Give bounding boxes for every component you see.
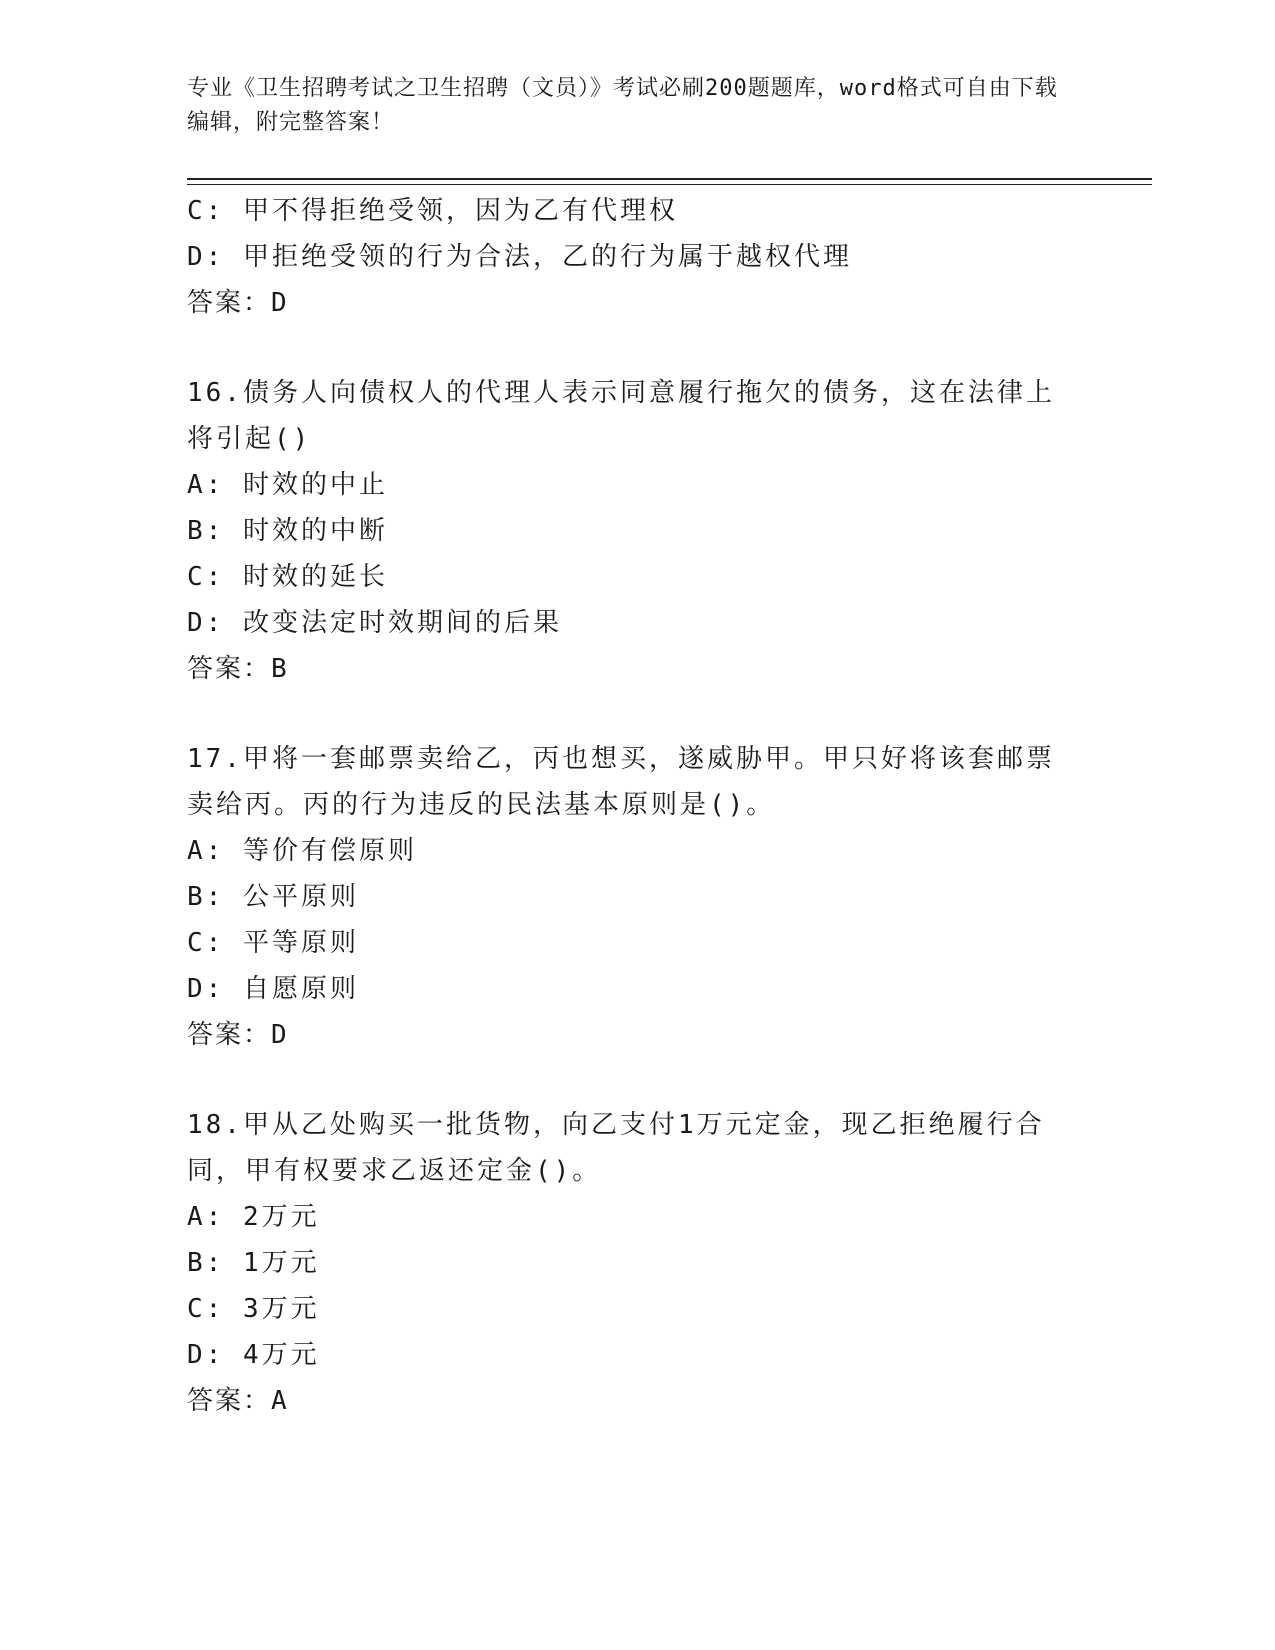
option-b — [187, 508, 1087, 554]
answer-value: D — [271, 1020, 288, 1050]
option-text: 公平原则 — [242, 882, 359, 912]
option-letter: B: — [187, 1248, 225, 1278]
question-list — [187, 188, 1087, 1424]
option-d — [187, 234, 1087, 280]
option-c — [187, 188, 1087, 234]
header-divider-thin — [187, 184, 1152, 185]
option-text: 1万元 — [242, 1248, 320, 1278]
question-stem: 17.甲将一套邮票卖给乙，丙也想买，遂威胁甲。甲只好将该套邮票卖给丙。丙的行为违反的民法基本原则是()。 — [187, 744, 1055, 820]
option-letter: C: — [187, 196, 225, 226]
option-a — [187, 1194, 1087, 1240]
option-text: 4万元 — [242, 1340, 320, 1370]
option-text: 平等原则 — [242, 928, 359, 958]
answer-value: B — [271, 654, 288, 684]
option-text: 时效的中断 — [242, 516, 388, 546]
answer-label: 答案： — [187, 288, 272, 318]
option-letter: C: — [187, 928, 225, 958]
option-a — [187, 462, 1087, 508]
question-15-continued — [187, 188, 1087, 326]
option-text: 甲拒绝受领的行为合法，乙的行为属于越权代理 — [242, 242, 852, 272]
question-stem: 18.甲从乙处购买一批货物，向乙支付1万元定金，现乙拒绝履行合同，甲有权要求乙返还定金()。 — [187, 1110, 1045, 1186]
option-c — [187, 920, 1087, 966]
option-letter: D: — [187, 1340, 225, 1370]
answer-label: 答案： — [187, 1020, 272, 1050]
option-letter: C: — [187, 562, 225, 592]
option-text: 自愿原则 — [242, 974, 359, 1004]
option-letter: D: — [187, 974, 225, 1004]
question-17 — [187, 736, 1087, 1058]
option-text: 3万元 — [242, 1294, 320, 1324]
option-b — [187, 874, 1087, 920]
answer-label: 答案： — [187, 654, 272, 684]
option-letter: B: — [187, 516, 225, 546]
header-divider-thick — [187, 178, 1152, 180]
option-text: 2万元 — [242, 1202, 320, 1232]
option-text: 甲不得拒绝受领，因为乙有代理权 — [242, 196, 678, 226]
question-16 — [187, 370, 1087, 692]
answer-value: A — [271, 1386, 288, 1416]
question-stem: 16.债务人向债权人的代理人表示同意履行拖欠的债务，这在法律上将引起() — [187, 378, 1055, 454]
document-header: 专业《卫生招聘考试之卫生招聘（文员）》考试必刷200题题库，word格式可自由下载编辑，附完整答案！ — [187, 76, 1058, 135]
option-letter: A: — [187, 470, 225, 500]
answer-line — [187, 1378, 1087, 1424]
option-text: 时效的中止 — [242, 470, 388, 500]
option-a — [187, 828, 1087, 874]
option-d — [187, 1332, 1087, 1378]
option-letter: D: — [187, 608, 225, 638]
answer-line — [187, 280, 1087, 326]
option-text: 等价有偿原则 — [242, 836, 417, 866]
option-text: 时效的延长 — [242, 562, 388, 592]
option-c — [187, 1286, 1087, 1332]
option-letter: C: — [187, 1294, 225, 1324]
question-18 — [187, 1102, 1087, 1424]
answer-value: D — [271, 288, 288, 318]
option-letter: A: — [187, 836, 225, 866]
option-letter: B: — [187, 882, 225, 912]
answer-line — [187, 1012, 1087, 1058]
option-text: 改变法定时效期间的后果 — [242, 608, 562, 638]
option-b — [187, 1240, 1087, 1286]
option-letter: D: — [187, 242, 225, 272]
option-c — [187, 554, 1087, 600]
option-d — [187, 966, 1087, 1012]
option-d — [187, 600, 1087, 646]
answer-line — [187, 646, 1087, 692]
answer-label: 答案： — [187, 1386, 272, 1416]
option-letter: A: — [187, 1202, 225, 1232]
